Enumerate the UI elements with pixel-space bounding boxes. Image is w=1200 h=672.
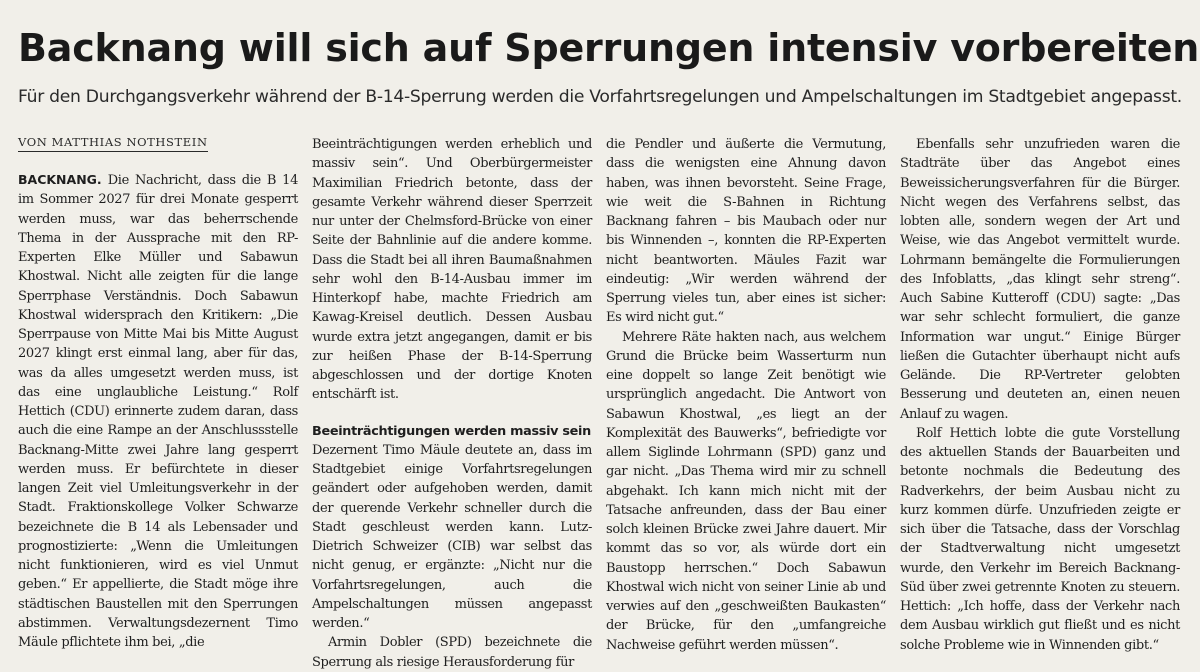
section-subheading: Beeinträchtigungen werden massiv sein <box>312 423 591 439</box>
subheadline: Für den Durchgangsverkehr während der B-14-Sperrung werden die Vorfahrtsregelungen und Ampelschaltungen im Stadtgebiet angepasst. <box>18 87 1182 107</box>
article-column-2 <box>312 135 592 672</box>
paragraph <box>18 170 298 652</box>
article-column-3 <box>606 135 886 655</box>
dateline: BACKNANG. <box>18 172 102 187</box>
paragraph: Mehrere Räte hakten nach, aus welchem Grund die Brücke beim Wasserturm nun eine doppelt so lange Zeit benötigt wie ursprünglich angedacht. Die Antwort von Sabawun Khostwal, „es liegt an der Komplexität des Bauwerks“, befriedigte vor allem Siglinde Lohrmann (SPD) ganz und gar nicht. „Das Thema wird mir zu schnell abgehakt. Ich kann mich nicht mit der Tatsache anfreunden, dass der Bau einer solch kleinen Brücke zwei Jahre dauert. Mir kommt das so vor, als würde dort ein Baustopp herrschen.“ Doch Sabawun Khostwal wich nicht von seiner Linie ab und verwies auf den „geschweißten Baukasten“ der Brücke, für den „umfangreiche Nachweise geführt werden müssen“. <box>606 329 886 653</box>
byline: VON MATTHIAS NOTHSTEIN <box>18 134 208 152</box>
paragraph: Dezernent Timo Mäule deutete an, dass im Stadtgebiet einige Vorfahrtsregelungen geändert oder aufgehoben werden, damit der querende Verkehr schneller durch die Stadt geschleust werden kann. Lutz-Dietrich Schweizer (CIB) war selbst das nicht genug, er ergänzte: „Nicht nur die Vorfahrtsregelungen, auch die Ampelschaltungen müssen angepasst werden.“ <box>312 442 592 631</box>
paragraph: die Pendler und äußerte die Vermutung, dass die wenigsten eine Ahnung davon haben, was ihnen bevorsteht. Seine Frage, wie weit die S-Bahnen in Richtung Backnang fahren – bis Maubach oder nur bis Winnenden –, konnten die RP-Experten nicht beantworten. Mäules Fazit war eindeutig: „Wir werden während der Sperrung vieles tun, aber eines ist sicher: Es wird nicht gut.“ <box>606 137 886 326</box>
paragraph: Rolf Hettich lobte die gute Vorstellung des aktuellen Stands der Bauarbeiten und betonte nochmals die Bedeutung des Radverkehrs, der beim Ausbau nicht zu kurz kommen dürfe. Unzufrieden zeigte er sich über die Tatsache, dass der Vorschlag der Stadtverwaltung nicht umgesetzt wurde, den Verkehr im Bereich Backnang-Süd über zwei getrennte Knoten zu steuern. Hettich: „Ich hoffe, dass der Verkehr nach dem Ausbau wirklich gut fließt und es nicht solche Probleme wie in Winnenden gibt.“ <box>900 425 1180 653</box>
paragraph-text: Die Nachricht, dass die B 14 im Sommer 2027 für drei Monate gesperrt werden muss, war das beherrschende Thema in der Aussprache mit den RP-Experten Elke Müller und Sabawun Khostwal. Nicht alle zeigten für die lange Sperrphase Verständnis. Doch Sabawun Khostwal widersprach den Kritikern: „Die Sperrpause von Mitte Mai bis Mitte August 2027 klingt erst einmal lang, aber für das, was da alles umgesetzt werden muss, ist das eine unglaubliche Leistung.“ Rolf Hettich (CDU) erinnerte zudem daran, dass auch die eine Rampe an der Anschlussstelle Backnang-Mitte zwei Jahre lang gesperrt werden muss. Er befürchtete in dieser langen Zeit viel Umleitungsverkehr in der Stadt. Fraktionskollege Volker Schwarze bezeichnete die B 14 als Lebensader und prognostizierte: „Wenn die Umleitungen nicht funktionieren, wird es viel Unmut geben.“ Er appellierte, die Stadt möge ihre städtischen Baustellen mit den Sperrungen abstimmen. Verwaltungsdezernent Timo Mäule pflichtete ihm bei, „die <box>18 173 298 650</box>
article-column-1 <box>18 170 298 652</box>
article-column-4 <box>900 135 1180 655</box>
paragraph: Beeinträchtigungen werden erheblich und massiv sein“. Und Oberbürgermeister Maximilian Friedrich betonte, dass der gesamte Verkehr während dieser Sperrzeit nur unter der Chelmsford-Brücke von einer Seite der Bahnlinie auf die andere komme. Dass die Stadt bei all ihren Baumaßnahmen sehr wohl den B-14-Ausbau immer im Hinterkopf habe, machte Friedrich am Kawag-Kreisel deutlich. Dessen Ausbau wurde extra jetzt angegangen, damit er bis zur heißen Phase der B-14-Sperrung abgeschlossen und der dortige Knoten entschärft ist. <box>312 137 592 403</box>
paragraph: Ebenfalls sehr unzufrieden waren die Stadträte über das Angebot eines Beweissicherungsverfahren für die Bürger. Nicht wegen des Verfahrens selbst, das lobten alle, sondern wegen der Art und Weise, wie das Angebot vermittelt wurde. Lohrmann bemängelte die Formulierungen des Infoblatts, „das klingt sehr streng“. Auch Sabine Kutteroff (CDU) sagte: „Das war sehr schlecht formuliert, die ganze Information war ungut.“ Einige Bürger ließen die Gutachter überhaupt nicht aufs Gelände. Die RP-Vertreter gelobten Besserung und deuteten an, einen neuen Anlauf zu wagen. <box>900 137 1180 422</box>
headline: Backnang will sich auf Sperrungen intensiv vorbereiten <box>18 26 1200 70</box>
paragraph: Armin Dobler (SPD) bezeichnete die Sperrung als riesige Herausforderung für <box>312 635 592 670</box>
